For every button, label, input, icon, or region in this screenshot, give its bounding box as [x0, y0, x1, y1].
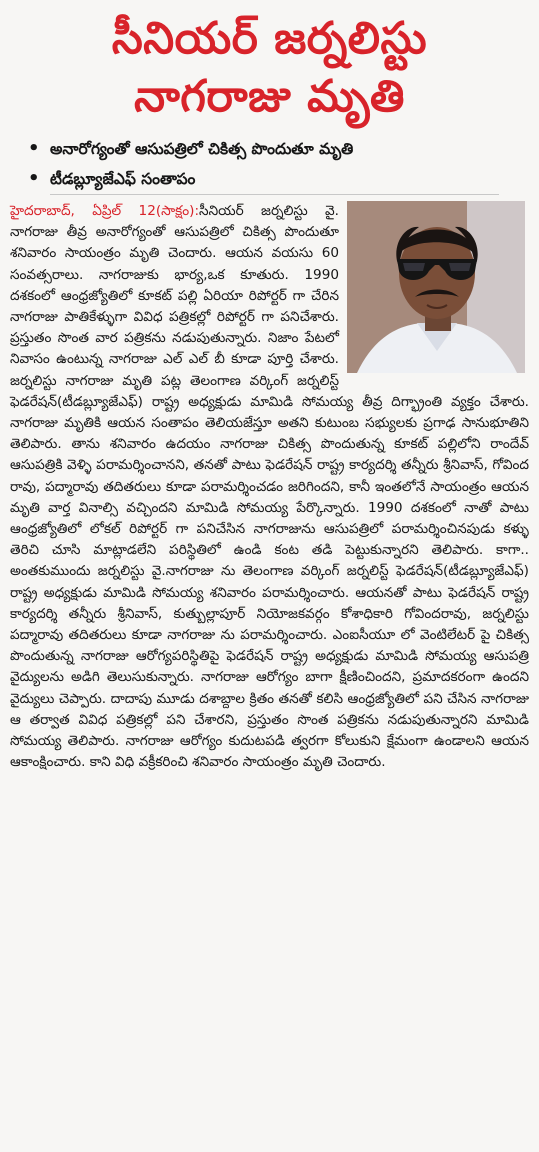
portrait-illustration: [347, 201, 525, 373]
bullet-item: • టీడబ్ల్యూజేఎఫ్ సంతాపం: [28, 164, 529, 194]
article-body: [10, 201, 529, 773]
summary-bullets: [28, 134, 529, 194]
divider: [50, 194, 499, 195]
headline-line-2: నాగరాజు మృతి: [134, 71, 405, 122]
headline-line-1: సీనియర్ జర్నలిస్టు: [111, 13, 428, 64]
dateline: హైదరాబాద్, ఏప్రిల్ 12(సాక్షం):: [10, 203, 200, 219]
portrait-photo: [347, 201, 525, 373]
headline: [10, 10, 529, 126]
article-text: సీనియర్ జర్నలిస్టు వై. నాగరాజు తీవ్ర అనారోగ్యంతో ఆసుపత్రిలో చికిత్స పొందుతూ శనివారం సాయంత్రం మృతి చెందారు. ఆయన వయసు 60 సంవత్సరాలు. నాగరాజుకు భార్య,ఒక కూతురు. 1990 దశకంలో ఆంధ్రజ్యోతిలో కూకట్ పల్లి ఏరియా రిపోర్టర్ గా చేరిన నాగరాజు పాతికేళ్ళుగా వివిధ పత్రికల్లో రిపోర్టర్ గా పనిచేశారు. ప్రస్తుతం సొంత వార పత్రికను నడుపుతున్నారు. నిజాం పేటలో నివాసం ఉంటున్న నాగరాజు ఎల్ ఎల్ బీ కూడా పూర్తి చేశారు. జర్నలిస్టు నాగరాజు మృతి పట్ల తెలంగాణ వర్కింగ్ జర్నలిస్ట్ ఫెడరేషన్(టీడబ్ల్యూజేఎఫ్) రాష్ట్ర అధ్యక్షుడు మామిడి సోమయ్య తీవ్ర దిగ్భ్రాంతి వ్యక్తం చేశారు. నాగరాజు మృతికి ఆయన సంతాపం తెలియజేస్తూ అతని కుటుంబ సభ్యులకు ప్రగాఢ సానుభూతిని తెలిపారు. తాను శనివారం ఉదయం నాగరాజు చికిత్స పొందుతున్న కూకట్ పల్లిలోని రాందేవ్ ఆసుపత్రికి వెళ్ళి పరామర్శించానని, తనతో పాటు ఫెడరేషన్ రాష్ట్ర కార్యదర్శి తన్నీరు శ్రీనివాస్, గోవింద రావు, పద్మారావు తదితరులు కూడా పరామర్శించడం జరిగిందని, కానీ ఇంతలోనే సాయంత్రం ఆయన మృతి వార్త వినాల్సి వచ్చిందని మామిడి సోమయ్య పేర్కొన్నారు. 1990 దశకంలో నాతో పాటు ఆంధ్రజ్యోతిలో లోకల్ రిపోర్టర్ గా పనిచేసిన నాగరాజును ఆసుపత్రిలో పరామర్శించినపుడు కళ్ళు తెరిచి చూసి మాట్లాడలేని పరిస్థితిలో ఉండి కంట తడి పెట్టుకున్నారని తెలిపారు. కాగా.. అంతకుముందు జర్నలిస్టు వై.నాగరాజు ను తెలంగాణ వర్కింగ్ జర్నలిస్ట్ ఫెడరేషన్(టీడబ్ల్యూజేఎఫ్) రాష్ట్ర అధ్యక్షుడు మామిడి సోమయ్య శనివారం పరామర్శించారు. ఆయనతో పాటు ఫెడరేషన్ రాష్ట్ర కార్యదర్శి తన్నీరు శ్రీనివాస్, కుత్బుల్లాపూర్ నియోజకవర్గం కోశాధికారి గోవిందరావు, జర్నలిస్టు పద్మారావు తదితరులు కూడా నాగరాజు ను పరామర్శించారు. ఎంఐసీయూ లో వెంటిలేటర్ పై చికిత్స పొందుతున్న నాగరాజు ఆరోగ్యపరిస్థితిపై ఫెడరేషన్ రాష్ట్ర అధ్యక్షుడు మామిడి సోమయ్య ఆసుపత్రి వైద్యులను అడిగి తెలుసుకున్నారు. నాగరాజు ఆరోగ్యం బాగా క్షీణించిందని, ప్రమాదకరంగా ఉందని వైద్యులు చెప్పారు. దాదాపు మూడు దశాబ్దాల క్రితం తనతో కలిసి ఆంధ్రజ్యోతిలో పని చేసిన నాగరాజు ఆ తర్వాత వివిధ పత్రికల్లో పని చేశారని, ప్రస్తుతం సొంత పత్రికను నడుపుతున్నారని మామిడి సోమయ్య తెలిపారు. నాగరాజు ఆరోగ్యం కుదుటపడి త్వరగా కోలుకుని క్షేమంగా ఉండాలని ఆయన ఆకాంక్షించారు. కాని విధి వక్రీకరించి శనివారం సాయంత్రం మృతి చెందారు.: [10, 203, 529, 771]
news-clipping: [10, 6, 529, 1146]
bullet-item: • అనారోగ్యంతో ఆసుపత్రిలో చికిత్స పొందుతూ మృతి: [28, 134, 529, 164]
